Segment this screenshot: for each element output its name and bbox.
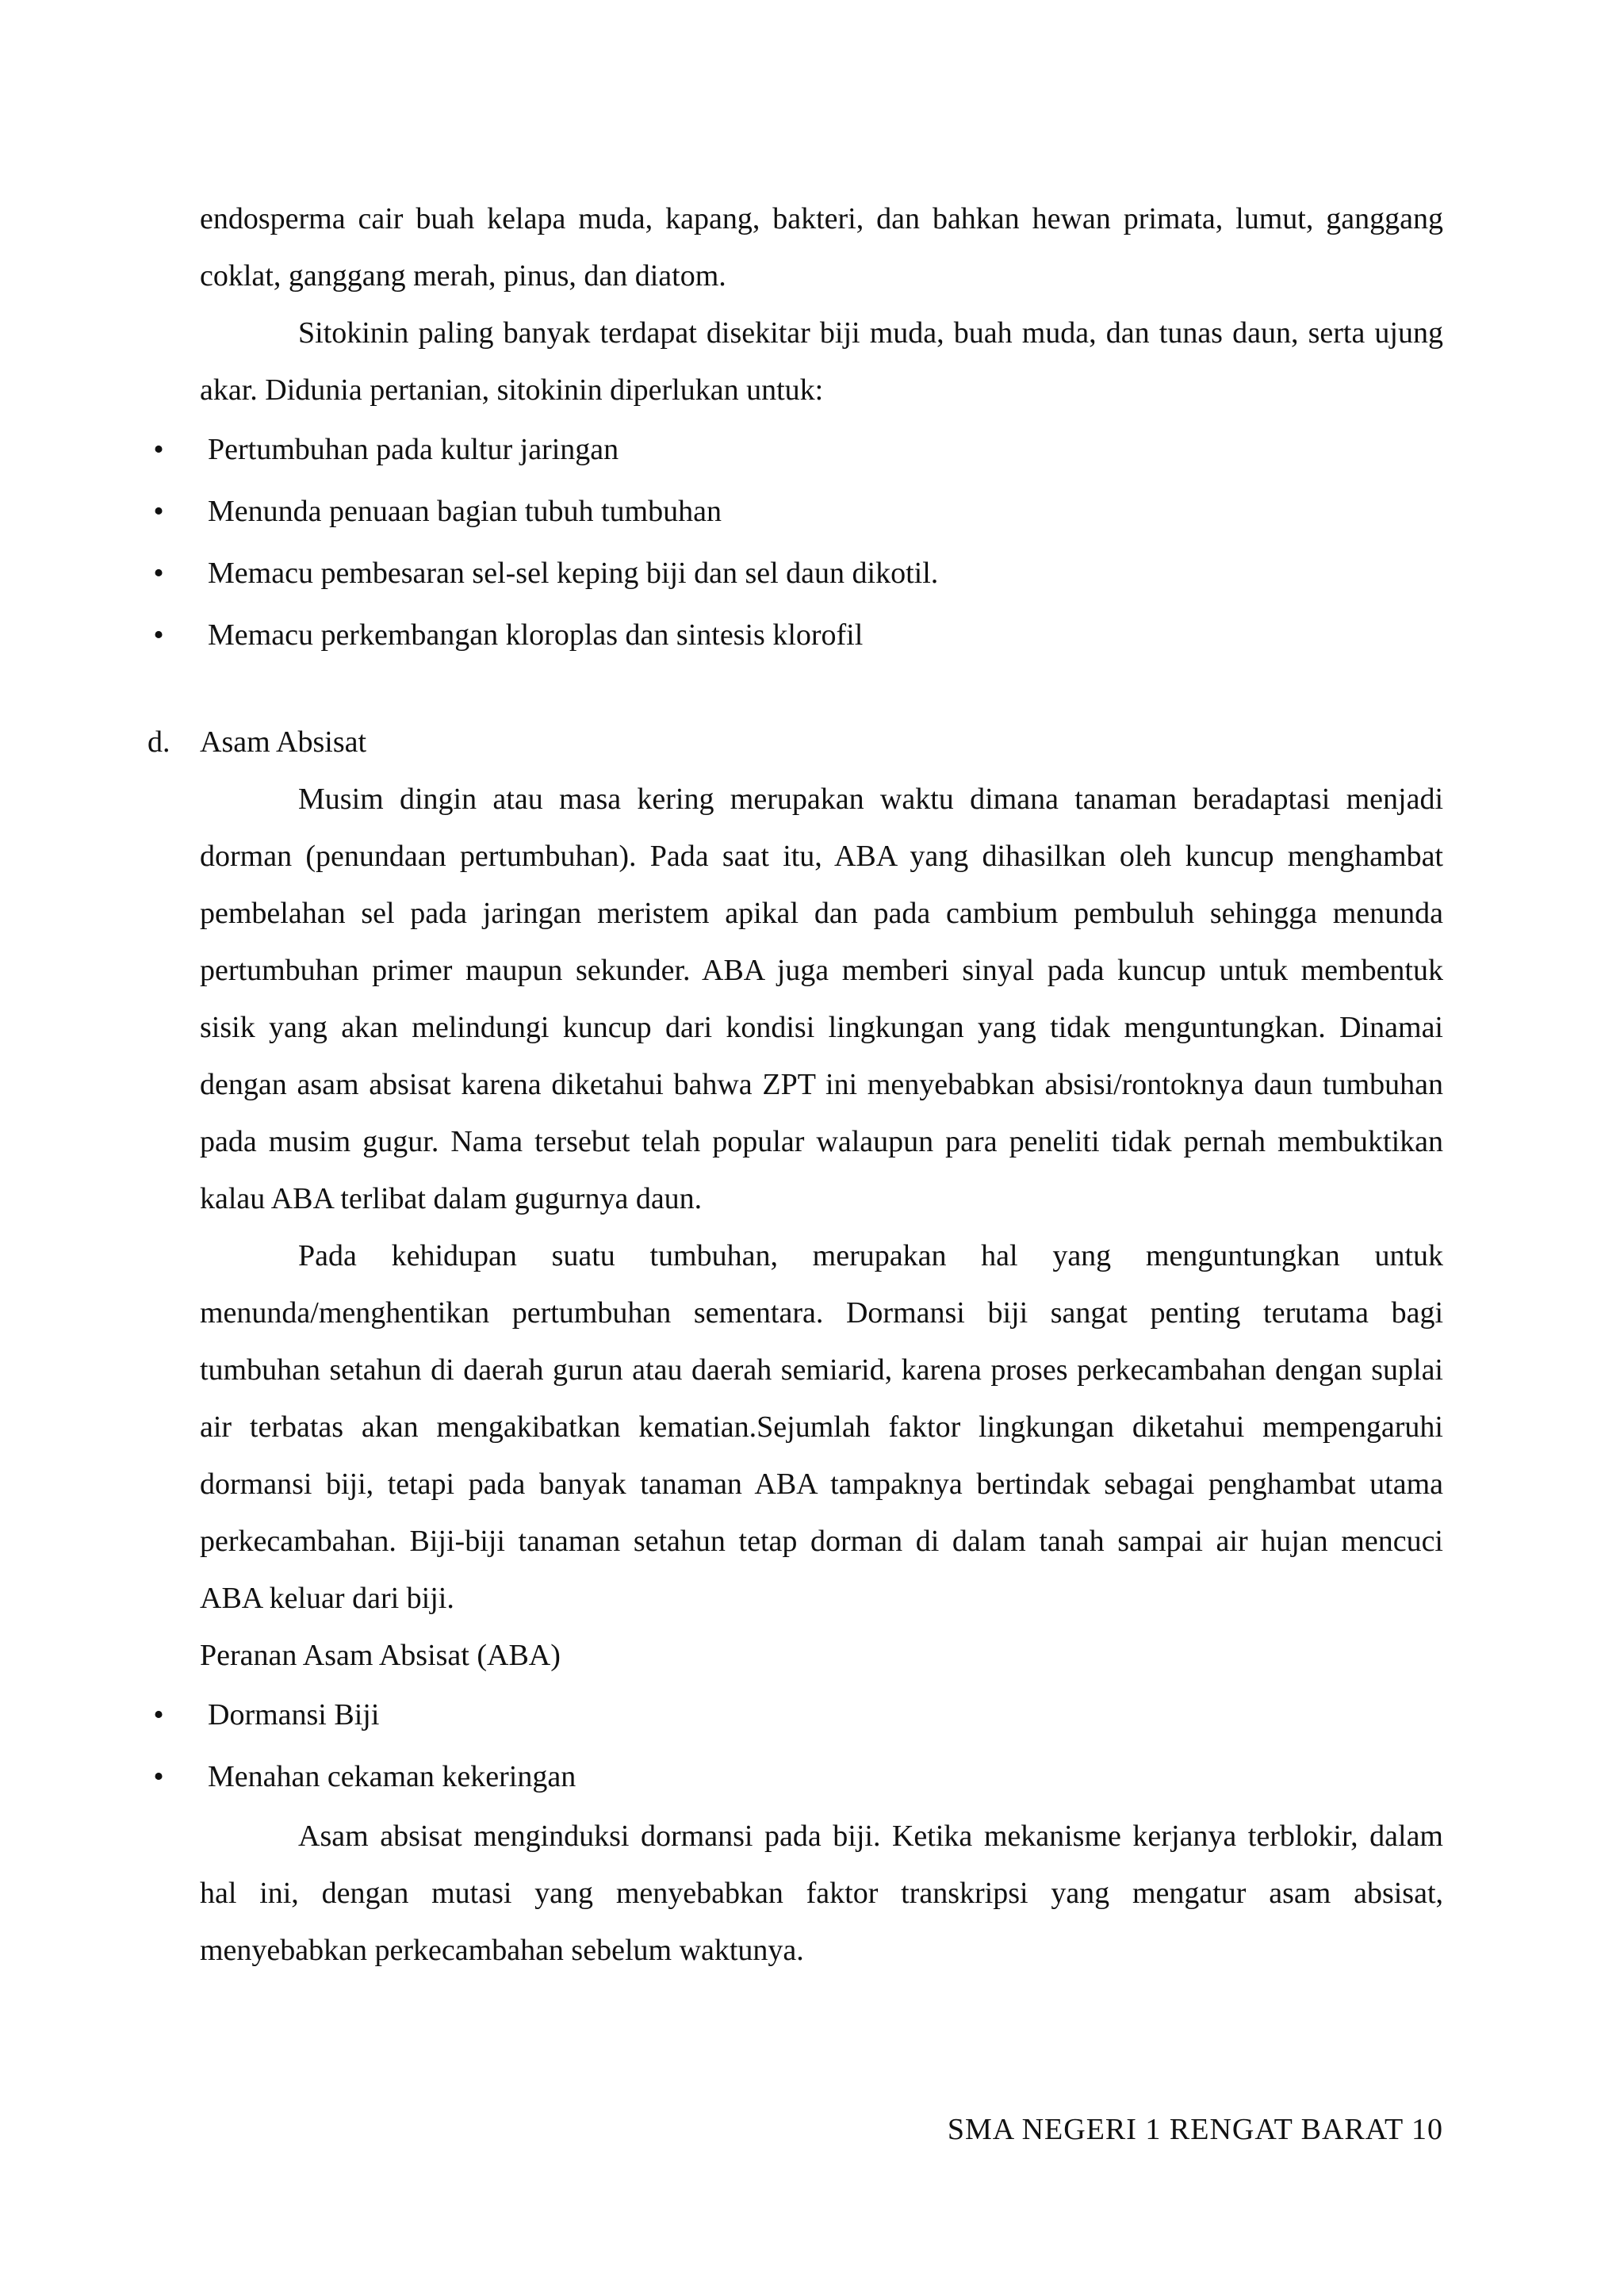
- paragraph-aba-3: Asam absisat menginduksi dormansi pada biji. Ketika mekanisme kerjanya terblokir, dalam hal ini, dengan mutasi yang menyebabkan faktor transkripsi yang mengatur asam absisat, menyebabkan perkecambahan sebelum waktunya.: [200, 1820, 1443, 1967]
- list-item: [153, 1684, 1443, 1746]
- list-item: [153, 542, 1443, 604]
- list-item: [153, 1746, 1443, 1808]
- bullet-icon: •: [153, 1698, 164, 1732]
- bullet-icon: •: [153, 433, 164, 466]
- roles-heading: Peranan Asam Absisat (ABA): [200, 1639, 561, 1672]
- list-item: [153, 480, 1443, 542]
- list-item-text: Menunda penuaan bagian tubuh tumbuhan: [208, 495, 722, 528]
- list-item: [153, 604, 1443, 666]
- bullet-icon: •: [153, 495, 164, 528]
- section-letter: d.: [147, 725, 170, 759]
- paragraph-sitokinin: Sitokinin paling banyak terdapat disekitar biji muda, buah muda, dan tunas daun, serta ujung akar. Didunia pertanian, sitokinin diperlukan untuk:: [200, 316, 1443, 407]
- sitokinin-uses-list: [153, 419, 1443, 666]
- paragraph-intro: endosperma cair buah kelapa muda, kapang, bakteri, dan bahkan hewan primata, lumut, ganggang coklat, ganggang merah, pinus, dan diatom.: [200, 202, 1443, 293]
- bullet-icon: •: [153, 1760, 164, 1793]
- bullet-icon: •: [153, 618, 164, 652]
- list-item-text: Menahan cekaman kekeringan: [208, 1760, 576, 1793]
- list-item-text: Dormansi Biji: [208, 1698, 380, 1732]
- page-footer: SMA NEGERI 1 RENGAT BARAT 10: [947, 2113, 1443, 2146]
- aba-roles-list: [153, 1684, 1443, 1808]
- section-heading-asam-absisat: [147, 714, 1443, 771]
- list-item-text: Memacu perkembangan kloroplas dan sintesis klorofil: [208, 618, 864, 652]
- paragraph-aba-2: Pada kehidupan suatu tumbuhan, merupakan hal yang menguntungkan untuk menunda/menghentikan pertumbuhan sementara. Dormansi biji sangat penting terutama bagi tumbuhan setahun di daerah gurun atau daerah semiarid, karena proses perkecambahan dengan suplai air terbatas akan mengakibatkan kematian.Sejumlah faktor lingkungan diketahui mempengaruhi dormansi biji, tetapi pada banyak tanaman ABA tampaknya bertindak sebagai penghambat utama perkecambahan. Biji-biji tanaman setahun tetap dorman di dalam tanah sampai air hujan mencuci ABA keluar dari biji.: [200, 1239, 1443, 1615]
- section-title: Asam Absisat: [200, 725, 367, 759]
- paragraph-aba-1: Musim dingin atau masa kering merupakan waktu dimana tanaman beradaptasi menjadi dorman (penundaan pertumbuhan). Pada saat itu, ABA yang dihasilkan oleh kuncup menghambat pembelahan sel pada jaringan meristem apikal dan pada cambium pembuluh sehingga menunda pertumbuhan primer maupun sekunder. ABA juga memberi sinyal pada kuncup untuk membentuk sisik yang akan melindungi kuncup dari kondisi lingkungan yang tidak menguntungkan. Dinamai dengan asam absisat karena diketahui bahwa ZPT ini menyebabkan absisi/rontoknya daun tumbuhan pada musim gugur. Nama tersebut telah popular walaupun para peneliti tidak pernah membuktikan kalau ABA terlibat dalam gugurnya daun.: [200, 783, 1443, 1215]
- list-item: [153, 419, 1443, 480]
- list-item-text: Pertumbuhan pada kultur jaringan: [208, 433, 619, 466]
- list-item-text: Memacu pembesaran sel-sel keping biji dan sel daun dikotil.: [208, 557, 939, 590]
- bullet-icon: •: [153, 557, 164, 590]
- document-body: [147, 190, 1443, 1979]
